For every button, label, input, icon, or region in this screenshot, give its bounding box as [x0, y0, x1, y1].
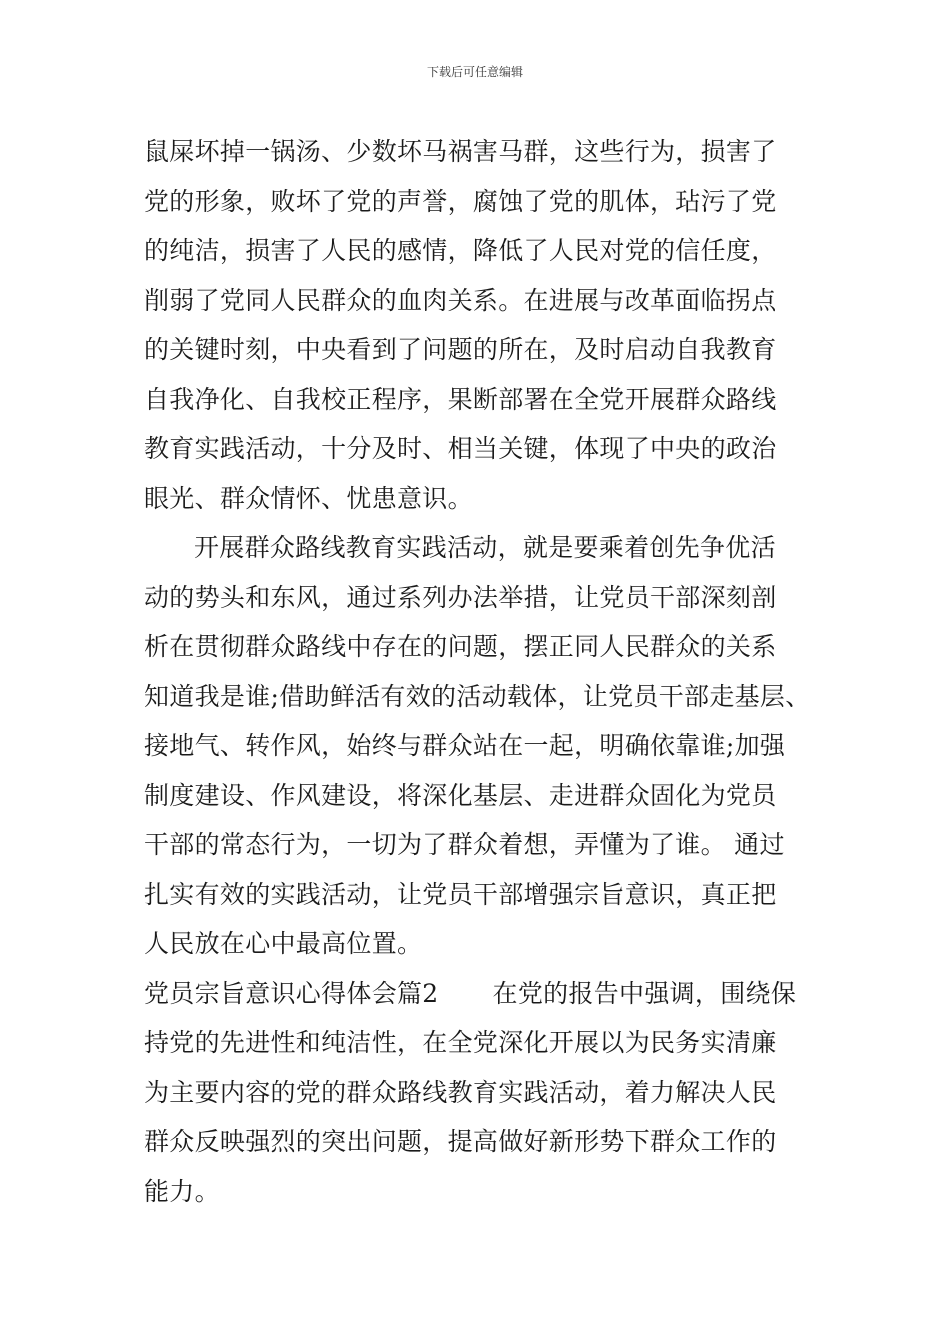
- page-header: 下载后可任意编辑: [426, 65, 523, 79]
- section-2-first-line: [144, 969, 812, 1019]
- text-line: 知道我是谁;借助鲜活有效的活动载体，让党员干部走基层、: [144, 681, 811, 711]
- section-title: 党员宗旨意识心得体会篇2: [144, 978, 439, 1008]
- text-line: 能力。: [144, 1176, 220, 1206]
- paragraph-1: [144, 127, 812, 523]
- text-line: 群众反映强烈的突出问题，提高做好新形势下群众工作的: [144, 1127, 777, 1156]
- text-line: 析在贯彻群众路线中存在的问题，摆正同人民群众的关系: [144, 632, 777, 661]
- text-line: 自我净化、自我校正程序，果断部署在全党开展群众路线: [144, 384, 777, 414]
- text-line: 开展群众路线教育实践活动，就是要乘着创先争优活: [194, 533, 776, 562]
- text-line: 干部的常态行为，一切为了群众着想，弄懂为了谁。 通过: [144, 830, 785, 859]
- text-line: 扎实有效的实践活动，让党员干部增强宗旨意识，真正把: [144, 879, 777, 909]
- section-2-opening-text: 在党的报告中强调，围绕保: [492, 978, 797, 1008]
- document-body: [144, 127, 812, 1216]
- section-2: [144, 969, 812, 1217]
- text-line: 持党的先进性和纯洁性，在全党深化开展以为民务实清廉: [144, 1028, 777, 1057]
- text-line: 教育实践活动，十分及时、相当关键，体现了中央的政治: [144, 434, 777, 463]
- text-line: 的纯洁，损害了人民的感情，降低了人民对党的信任度，: [144, 236, 777, 265]
- text-line: 为主要内容的党的群众路线教育实践活动，着力解决人民: [144, 1077, 777, 1107]
- text-line: 接地气、转作风，始终与群众站在一起，明确依靠谁;加强: [144, 731, 786, 760]
- text-line: 眼光、群众情怀、忧患意识。: [144, 483, 473, 513]
- text-line: 动的势头和东风，通过系列办法举措，让党员干部深刻剖: [144, 582, 777, 612]
- text-line: 削弱了党同人民群众的血肉关系。在进展与改革面临拐点: [144, 285, 777, 315]
- paragraph-2: [144, 523, 812, 969]
- text-line: 鼠屎坏掉一锅汤、少数坏马祸害马群，这些行为，损害了: [144, 137, 777, 166]
- text-line: 制度建设、作风建设，将深化基层、走进群众固化为党员: [144, 780, 777, 810]
- text-line: 人民放在心中最高位置。: [144, 929, 423, 958]
- text-line: 的关键时刻，中央看到了问题的所在，及时启动自我教育: [144, 335, 777, 364]
- text-line: 党的形象，败坏了党的声誉，腐蚀了党的肌体，玷污了党: [144, 186, 777, 216]
